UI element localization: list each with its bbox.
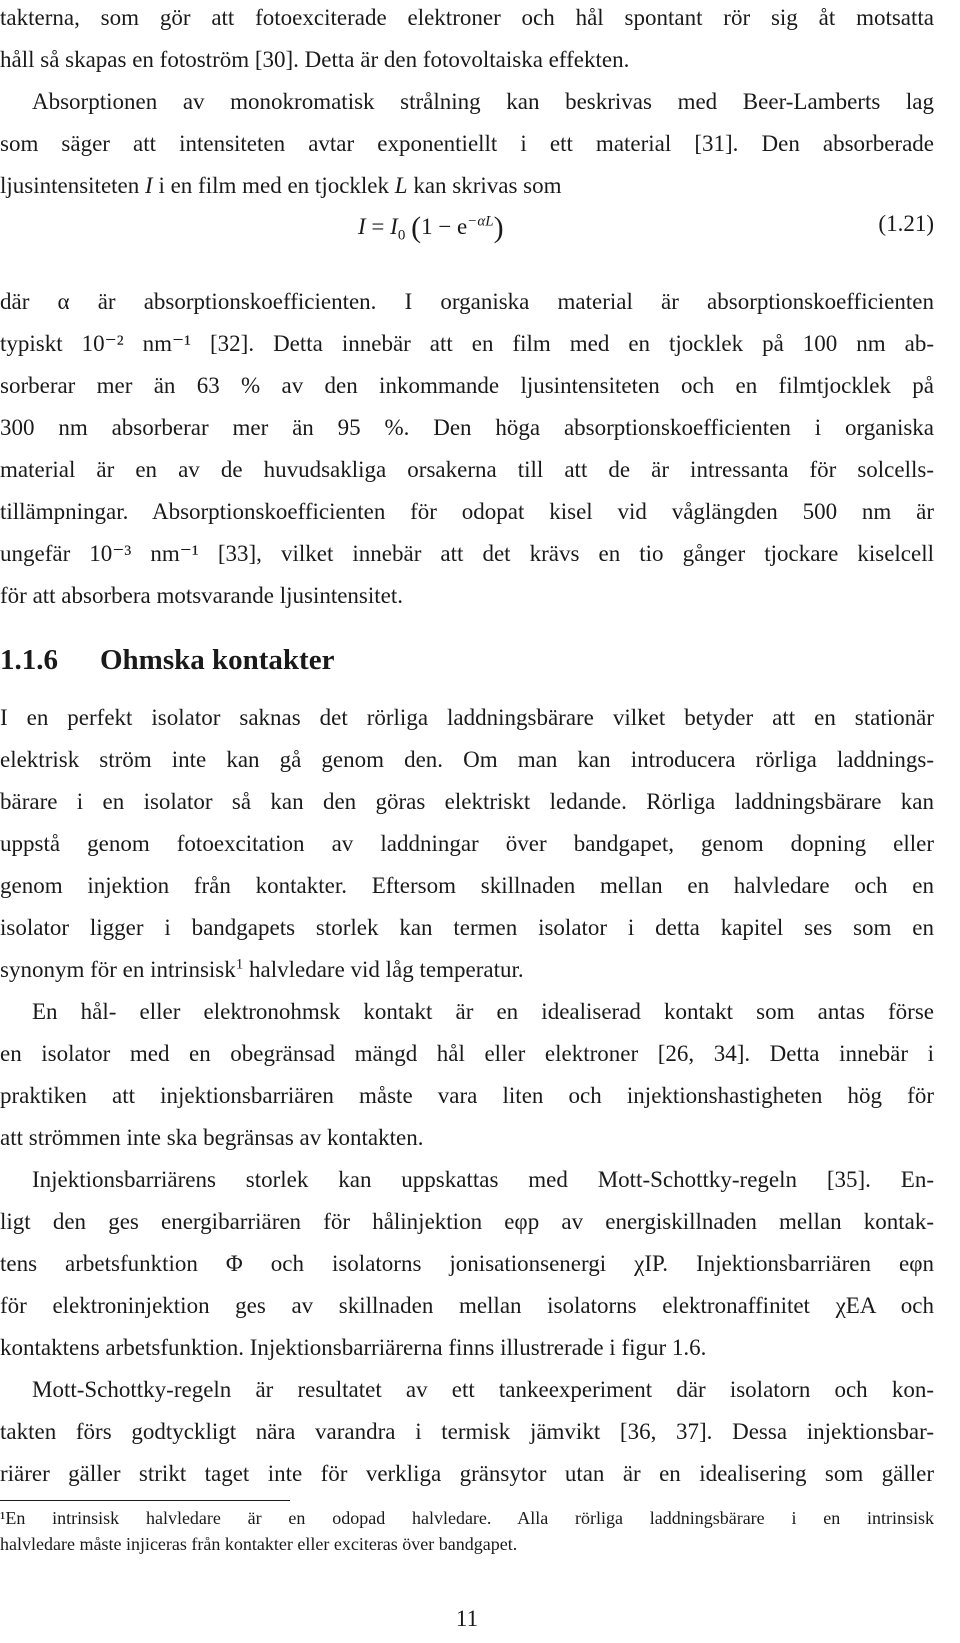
math-variable: I bbox=[145, 173, 153, 198]
section-title: Ohmska kontakter bbox=[100, 644, 335, 676]
footnote-rule bbox=[0, 1500, 290, 1501]
paren: ( bbox=[411, 211, 422, 244]
equation-term: 1 − e bbox=[421, 214, 468, 239]
text-line: praktiken att injektionsbarriären måste vara liten och injektionshastigheten hög för bbox=[0, 1083, 934, 1108]
text-line: som säger att intensiteten avtar exponentiellt i ett material [31]. Den absorberade bbox=[0, 131, 934, 156]
text-line: 300 nm absorberar mer än 95 %. Den höga absorptionskoefficienten i organiska bbox=[0, 415, 934, 440]
text-line: takterna, som gör att fotoexciterade elektroner och hål spontant rör sig åt motsatta bbox=[0, 5, 934, 30]
footnote-line: ¹En intrinsisk halvledare är en odopad halvledare. Alla rörliga laddningsbärare i en intrinsisk bbox=[0, 1508, 934, 1528]
text-line: kontaktens arbetsfunktion. Injektionsbarriärerna finns illustrerade i figur 1.6. bbox=[0, 1335, 707, 1360]
equation bbox=[0, 205, 934, 245]
text-line: Mott-Schottky-regeln är resultatet av ett tankeexperiment där isolatorn och kon- bbox=[32, 1377, 934, 1402]
text-fragment: ljusintensiteten bbox=[0, 173, 146, 198]
text-line: tens arbetsfunktion Φ och isolatorns jonisationsenergi χIP. Injektionsbarriären eφn bbox=[0, 1251, 934, 1276]
text-line: elektrisk ström inte kan gå genom den. Om man kan introducera rörliga laddnings- bbox=[0, 747, 934, 772]
section-heading bbox=[0, 642, 334, 678]
text-fragment: synonym för en intrinsisk bbox=[0, 957, 236, 982]
text-line: för elektroninjektion ges av skillnaden mellan isolatorns elektronaffinitet χEA och bbox=[0, 1293, 934, 1318]
text-line: En hål- eller elektronohmsk kontakt är en idealiserad kontakt som antas förse bbox=[32, 999, 934, 1024]
text-line: en isolator med en obegränsad mängd hål eller elektroner [26, 34]. Detta innebär i bbox=[0, 1041, 934, 1066]
text-line: riärer gäller strikt taget inte för verkliga gränsytor utan är en idealisering som gäller bbox=[0, 1461, 934, 1486]
math-variable: I bbox=[390, 214, 398, 239]
subscript: 0 bbox=[397, 227, 406, 244]
paren: ) bbox=[493, 211, 504, 244]
text-line: typiskt 10⁻² nm⁻¹ [32]. Detta innebär att en film med en tjocklek på 100 nm ab- bbox=[0, 331, 934, 356]
text-fragment: kan skrivas som bbox=[407, 173, 562, 198]
text-line: isolator ligger i bandgapets storlek kan termen isolator i detta kapitel ses som en bbox=[0, 915, 934, 940]
text-line: takten förs godtyckligt nära varandra i termisk jämvikt [36, 37]. Dessa injektionsbar- bbox=[0, 1419, 934, 1444]
footnote-line: halvledare måste injiceras från kontakter eller exciteras över bandgapet. bbox=[0, 1534, 518, 1554]
text-line: bärare i en isolator så kan den göras elektriskt ledande. Rörliga laddningsbärare kan bbox=[0, 789, 934, 814]
text-fragment: halvledare vid låg temperatur. bbox=[243, 957, 524, 982]
text-line bbox=[0, 172, 934, 200]
text-line: I en perfekt isolator saknas det rörliga laddningsbärare vilket betyder att en stationär bbox=[0, 705, 934, 730]
text-fragment: i en film med en tjocklek bbox=[152, 173, 395, 198]
math-variable: L bbox=[394, 173, 408, 198]
text-line: tillämpningar. Absorptionskoefficienten för odopat kisel vid våglängden 500 nm är bbox=[0, 499, 934, 524]
exponent: −αL bbox=[467, 213, 494, 230]
text-line: där α är absorptionskoefficienten. I organiska material är absorptionskoefficienten bbox=[0, 289, 934, 314]
text-line: genom injektion från kontakter. Eftersom skillnaden mellan en halvledare och en bbox=[0, 873, 934, 898]
text-line: material är en av de huvudsakliga orsakerna till att de är intressanta för solcells- bbox=[0, 457, 934, 482]
text-line: uppstå genom fotoexcitation av laddningar över bandgapet, genom dopning eller bbox=[0, 831, 934, 856]
math-variable: I bbox=[358, 214, 366, 239]
text-line bbox=[0, 956, 934, 984]
equation-body bbox=[358, 211, 504, 245]
text-line: ligt den ges energibarriären för hålinjektion eφp av energiskillnaden mellan kontak- bbox=[0, 1209, 934, 1234]
section-number: 1.1.6 bbox=[0, 644, 58, 676]
text-line: för att absorbera motsvarande ljusintensitet. bbox=[0, 583, 404, 608]
text-line: att strömmen inte ska begränsas av kontakten. bbox=[0, 1125, 424, 1150]
equals-sign: = bbox=[365, 214, 391, 239]
text-line: ungefär 10⁻³ nm⁻¹ [33], vilket innebär att det krävs en tio gånger tjockare kiselcell bbox=[0, 541, 934, 566]
footnote-marker: 1 bbox=[235, 956, 244, 973]
text-line: Absorptionen av monokromatisk strålning kan beskrivas med Beer-Lamberts lag bbox=[32, 89, 934, 114]
equation-number: (1.21) bbox=[878, 211, 934, 236]
text-line: håll så skapas en fotoström [30]. Detta är den fotovoltaiska effekten. bbox=[0, 47, 630, 72]
text-line: sorberar mer än 63 % av den inkommande ljusintensiteten och en filmtjocklek på bbox=[0, 373, 934, 398]
page-number: 11 bbox=[455, 1606, 479, 1631]
text-line: Injektionsbarriärens storlek kan uppskattas med Mott-Schottky-regeln [35]. En- bbox=[32, 1167, 934, 1192]
